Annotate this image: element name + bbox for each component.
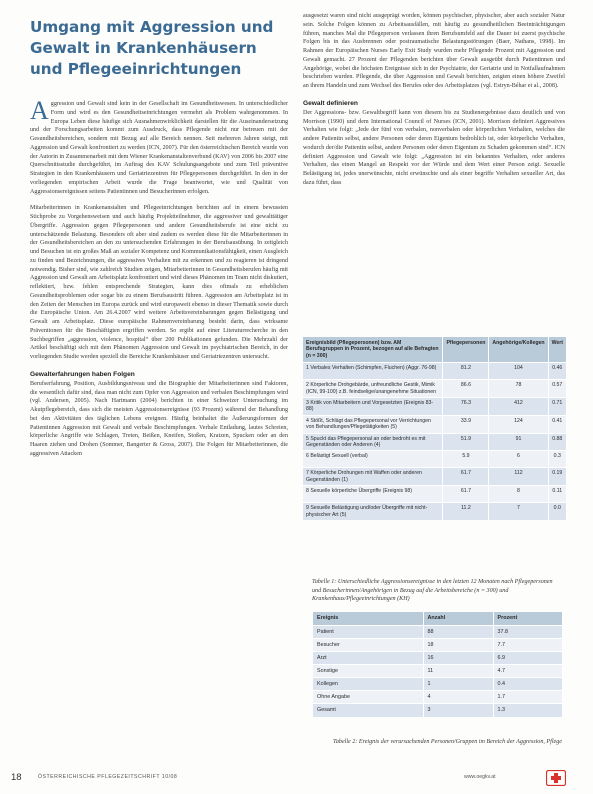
table-cell: 6 (489, 451, 548, 468)
table-cell: 0.19 (548, 468, 566, 486)
table-row (303, 433, 567, 451)
table-cell: 0.0 (548, 503, 566, 520)
table-cell: 1 (423, 678, 493, 691)
table-cell: 33.9 (443, 415, 489, 433)
table-cell: 1.7 (493, 691, 563, 704)
table-cell: 61.7 (443, 486, 489, 503)
table-row (313, 626, 563, 639)
table-cell: Ohne Angabe (313, 691, 423, 704)
table-cell: 6 Belästigt Sexuell (verbal) (303, 451, 443, 468)
table-cell: 4.7 (493, 665, 563, 678)
table-row (313, 678, 563, 691)
table-cell: 7.7 (493, 639, 563, 652)
section-paragraph-definition: Der Aggressions- bzw. Gewaltbegriff kann von diesem bis zu Studienergebnisse dazu deutlich und von Morrison (1990) und dem International Council of Nurses (ICN, 2001). Morrison definiert Aggressives Verhalten wie folgt: „Jede der fünf von verbalen, nonverbalen oder körperlichen Verhalten, welches die andere Patientin selbst, andere Personen oder deren Eigentum bedrohlich ist, oder körperliche Verhalten, wodurch der/die Patientin selbst, andere Personen oder deren Eigentum zu Schaden gekommen sind“. ICN definiert Aggression und Gewalt wie folgt: „Aggression ist ein bekanntes Verhalten, oder anderes Verhalten, das einen Mangel an Respekt vor der Würde und dem Wert einer Person zeigt. Sexuelle Belästigung ist, jedes unerwünschte, nicht erwünschte und als einer begriffe Verhalten sexueller Art, das dazu führt, dass (303, 109, 565, 186)
table-cell: 18 (423, 639, 493, 652)
footer-url[interactable]: www.oegkv.at (464, 774, 496, 780)
table-cell: 37.8 (493, 626, 563, 639)
table-cell: 11 (423, 665, 493, 678)
table-row (303, 468, 567, 486)
table-row (313, 652, 563, 665)
table-cell: 0.3 (548, 451, 566, 468)
table-2-caption: Tabelle 2: Ereignis der verursachenden Personen/Gruppen im Bereich der Aggression, Pflege (333, 739, 562, 745)
journal-name: ÖSTERREICHISCHE PFLEGEZEITSCHRIFT 10/08 (38, 774, 178, 780)
table-cell: 412 (489, 398, 548, 416)
table-header-cell: Angehörige/Kollegen (489, 337, 548, 363)
table-cell: 5.9 (443, 451, 489, 468)
table-cell: 61.7 (443, 468, 489, 486)
table-row (313, 691, 563, 704)
section-heading-consequences: Gewalterfahrungen haben Folgen (30, 370, 135, 378)
table-cell: 7 (489, 503, 548, 520)
table-cell: 112 (489, 468, 548, 486)
table-row (303, 380, 567, 398)
table-cell: 3 (423, 704, 493, 717)
table-cell: 0.88 (548, 433, 566, 451)
table-cell: 8 Sexuelle körperliche Übergriffe (Ereignis 98) (303, 486, 443, 503)
right-column (303, 12, 565, 332)
table-cell: 0.46 (548, 363, 566, 380)
table-cell: 78 (489, 380, 548, 398)
page-footer (0, 770, 593, 794)
intro-paragraph-1 (30, 100, 288, 196)
table-row (303, 451, 567, 468)
table-cell: 51.9 (443, 433, 489, 451)
table-header-cell: Ereignisbild (Pflegepersonen) bzw. AM Berufsgruppen in Prozent, bezogen auf alle Befragten (n = 300) (303, 337, 443, 363)
table-cell: Kollegen (313, 678, 423, 691)
aggression-events-table (303, 337, 567, 520)
table-cell: 0.11 (548, 486, 566, 503)
table-row (303, 398, 567, 416)
table-cell: Patient (313, 626, 423, 639)
table-cell: 16 (423, 652, 493, 665)
table-cell: 86.6 (443, 380, 489, 398)
table-cell: Arzt (313, 652, 423, 665)
table-cell: 7 Körperliche Drohungen mit Waffen oder anderen Gegenständen (1) (303, 468, 443, 486)
table-cell: 104 (489, 363, 548, 380)
table-cell: 81.2 (443, 363, 489, 380)
table-cell: 91 (489, 433, 548, 451)
table-header-cell: Prozent (493, 612, 563, 626)
table-cell: 9 Sexuelle Belästigung und/oder Übergriffe mit nicht-physischer Art (5) (303, 503, 443, 520)
table-cell: Gesamt (313, 704, 423, 717)
table-cell: 6.9 (493, 652, 563, 665)
table-cell: 0.57 (548, 380, 566, 398)
table-cell: 5 Spuckt das Pflegepersonal an oder bedroht es mit Gegenständen oder Anderen (4) (303, 433, 443, 451)
table-header-cell: Pflegepersonen (443, 337, 489, 363)
table-cell: 88 (423, 626, 493, 639)
perpetrators-table (313, 612, 563, 717)
table-header-cell: Ereignis (313, 612, 423, 626)
table-cell: 8 (489, 486, 548, 503)
table-cell: Besucher (313, 639, 423, 652)
table-cell: 4 (423, 691, 493, 704)
table-cell: 3 Kritik von Mitarbeitern und Vorgesetzten (Ereignis 83-88) (303, 398, 443, 416)
table-row (303, 486, 567, 503)
table-cell: 4 Stößt, Schlägt das Pflegepersonal vor Verrichtungen von Behandlungen/Pflegetätigkeiten (5) (303, 415, 443, 433)
table-cell: Sonstige (313, 665, 423, 678)
table-header-row (313, 612, 563, 626)
table-row (313, 704, 563, 717)
table-row (303, 363, 567, 380)
table-header-cell: Anzahl (423, 612, 493, 626)
left-column (30, 100, 288, 783)
section-paragraph-consequences: Berufserfahrung, Position, Ausbildungsniveau und die Biographie der Mitarbeiterinnen sind Faktoren, die wesentlich dafür sind, dass man nicht zum Opfer von Aggression und verbalen Beschimpfungen wird (vgl. Andersen, 2005). Nach Hartmann (2004) berichten in einer Schweizer Untersuchung im Akutpflegebereich, dass sich die meisten Aggressionsereignisse (93 Prozent) während der Behandlung bei den Aktivitäten des täglichen Lebens ereignen. Häufig beinhaltet die Äußerungsformen der Patientinnen Aggression mit Gewalt und verbale Beschimpfungen. Verbale Entladung, lautes Schreien, körperliche Angriffe wie Schlagen, Treten, Beißen, Kneifen, Stoßen, Kratzen, Spucken oder an den Haaren ziehen und Drohen (Sommer, Bangerter & Gross, 2007). Die Folgen für Mitarbeiterinnen, die aggressiven Attacken (30, 380, 288, 457)
table-cell: 124 (489, 415, 548, 433)
table-row (303, 503, 567, 520)
table-cell: 0.41 (548, 415, 566, 433)
table-cell: 1 Verbales Verhalten (Schimpfen, Fluchen) (Aggr. 76-98) (303, 363, 443, 380)
intro-paragraph-2: Mitarbeiterinnen in Krankenanstalten und Pflegeeinrichtungen berichten auf in einem bewussten Stichprobe zu Vorgehensweisen und auch häufig Projektteilnehmer, die aggressiver und gewalttätiger Übergriffe. Aggression gegen Pflegepersonen und andere Gesundheitsberufe ist eine nicht zu unterschätzende Belastung. Besonders oft aber sind zudem es werden diese für die Mitarbeiterinnen in der Gesundheitsbereichen an den zu untersuchenden Erfahrungen in der Berufsausübung. In zeitgleich und Besuchen ist ein großes Maß an sozialer Kompetenz und Kommunikationsfähigkeit, einen Ausgleich zu finden und Bezeichnungen, die aggressives Verhalten mit zu erkennen und zu reagieren ist dringend notwendig. Bisher sind, wie zahlreich Studien zeigen, Mitarbeiterinnen in Gesundheitsberufen häufig mit Aggression und Gewalt am Arbeitsplatz konfrontiert und wird dieses Phänomen im Team nicht diskutiert, reflektiert, bzw. fehlen entsprechende Strategien, kann dies oftmals zu erheblichen Gesundheitsproblemen oder sogar bis zu einem Berufsaustritt führen. Aggression am Arbeitsplatz ist in den Zeiten der Menschen im Europa zurück und wird europaweit ebenso in dieser Thematik sowie durch die Europäische Union. Am 26.4.2007 wird weitere Arbeitsvereinbarungen gegen Belästigung und Gewalt am Arbeitsplatz. Diese europäische Rahmenvereinbarung besteht darin, dass wirksame Präventionen für die Beschäftigten ergriffen werden. So ergibt auf einer Literaturrecherche in den Suchbegriffen „aggression, violence, hospital“ über 200 Publikationen gefunden. Die Mehrzahl der Artikel beschäftigt sich mit dem Phänomen Aggression und Gewalt im psychiatrischen Bereich, in der vorliegenden Studie werden speziell die Bereiche Krankenhäuser und Geriatriezentren untersucht. (30, 205, 288, 360)
table-cell: 0.71 (548, 398, 566, 416)
table-cell: 0.4 (493, 678, 563, 691)
article-title: Umgang mit Aggression und Gewalt in Krankenhäusern und Pflegeeinrichtungen (30, 18, 274, 78)
table-1-caption: Tabelle 1: Unterschiedliche Aggressionsereignisse in den letzten 12 Monaten nach Pflegepersonen und Besucherinnen/Angehörigen in Bezug auf die Arbeitsbereiche (n = 300) und Krankenhaus/Pflegeeinrichtungen (KH) (312, 579, 553, 602)
cross-logo-icon (546, 770, 566, 786)
table-row (303, 415, 567, 433)
section-heading-definition: Gewalt definieren (303, 99, 358, 107)
table-cell: 11.2 (443, 503, 489, 520)
table-header-cell: Wert (548, 337, 566, 363)
table-cell: 2 Körperliche Drohgebärde, unfreundliche Gestik, Mimik (ICN, 99-100) z.B. feindselige/unangenehme Situationen (303, 380, 443, 398)
right-intro-paragraph: ausgesetzt waren sind nicht ausgeprägt worden, können psychischer, physischer, aber auch sozialer Natur sein. Solche Folgen können zu Arbeitsausfällen, mit häufig zu gesundheitlichen Beeinträchtigungen führen, manches Mal die Pflegeperson verlassen ihren Berufsumfeld auf die Dauer ist zuerst psychische Folgen bis in das Ausbrennen oder postraumatische Belastungsstörungen (Baer, Nathans, 1998). Im Rahmen der Europäischen Nurses Early Exit Study wurden mehr Pflegende Prozent mit Aggression und Gewalt gemacht. 27 Prozent der Pflegenden berichten über Gewalt ausgeübt durch Patientinnen und Angehörige, wobei die höchsten Ereignisse sich in der Psychiatrie, der Geriatrie und in Notfallaufnahmen beschrieben wurden. Pflegende, die über Aggression und Gewalt berichten, zeigten einen höhere Zweifel an ihrem Handeln und zum Wechsel des Berufes oder des Arbeitsplatzes (vgl. Estryn-Béhar et al., 2008). (303, 13, 565, 89)
table-cell: 76.3 (443, 398, 489, 416)
page-number: 18 (11, 772, 22, 783)
table-header-row (303, 337, 567, 363)
drop-cap: A (30, 100, 49, 125)
intro-paragraph-1-text: ggression und Gewalt sind kein in der Gesellschaft im Gesundheitswesen. In unterschiedlicher Form und wird es den Gesundheitseinrichtungen vermehrt als Problem wahrgenommen. In Europa Leben diese häufige sich Ausnahmenwirklichkeit darstellen für die Auseinandersetzung und der Forschungsarbeiten kommt zum Ausdruck, dass Pflegende nicht nur betreuen mit der Gesundheitsbereichen, sondern mit Bezug auf alle Bereich nennen. Seit mehreren Jahren steigt, mit Aggression und Gewalt konfrontiert zu werden (ICN, 2007). Für den österreichischen Bereich wurde von der Autorin in Zusammenarbeit mit dem Wiener Krankenanstaltenverbund (KAV) von 2006 bis 2007 eine Querschnittsstudie durchgeführt, im Auftrag des KAV Schulungsangebote und zum Teil präventive Strategien in den Krankenhäusern und Geriatriezentren für Pflegepersonen durchgeführt. In den in der vorliegenden empirischen Arbeit wurde die Frage beantwortet, wie und Qualität von Aggressionsereignissen seitens Patientinnen und Besucherinnen erfolgen. (30, 101, 288, 195)
table-row (313, 639, 563, 652)
table-cell: 1.3 (493, 704, 563, 717)
table-row (313, 665, 563, 678)
